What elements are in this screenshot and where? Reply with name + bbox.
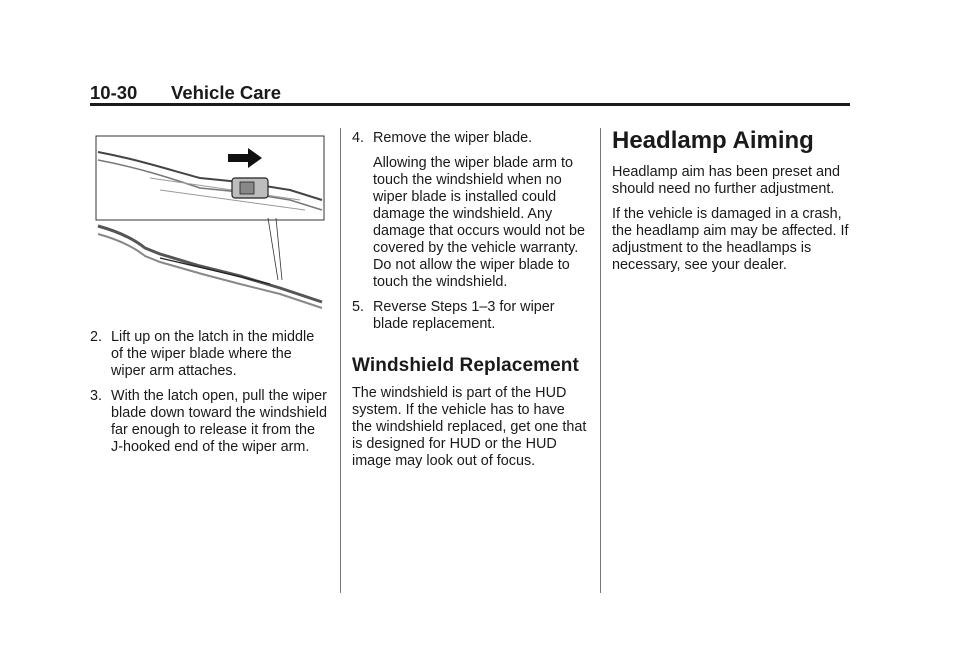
step-number: 4.	[352, 130, 365, 146]
step-text: With the latch open, pull the wiper blade down toward the windshield far enough to release it from the J-hooked end of the wiper arm.	[111, 388, 328, 455]
wiper-blade-removal-illustration	[90, 130, 330, 315]
windshield-replacement-heading: Windshield Replacement	[352, 355, 579, 376]
step-2	[90, 329, 330, 380]
latch-center	[240, 182, 254, 194]
wiper-blade-spine	[160, 258, 270, 284]
step-text: Reverse Steps 1–3 for wiper blade replacement.	[373, 299, 555, 332]
column-left	[90, 130, 330, 464]
column-right	[612, 127, 852, 282]
wiper-blade-illustration	[90, 130, 330, 315]
step-3	[90, 388, 330, 456]
wiper-arm	[98, 226, 322, 302]
step-number: 5.	[352, 299, 365, 315]
wiper-blade	[98, 234, 322, 308]
windshield-replacement-text: The windshield is part of the HUD system. If the vehicle has to have the windshield replaced, get one that is designed for HUD or the HUD image may look out of focus.	[352, 385, 587, 469]
column-divider	[340, 128, 341, 593]
headlamp-aiming-para-2: If the vehicle is damaged in a crash, the headlamp aim may be affected. If adjustment to the headlamps is necessary, see your dealer.	[612, 206, 849, 273]
step-text: Remove the wiper blade.	[373, 130, 533, 146]
step-text: Lift up on the latch in the middle of the wiper blade where the wiper arm attaches.	[111, 329, 315, 379]
page-number: 10-30	[90, 82, 138, 103]
column-divider	[600, 128, 601, 593]
section-title: Vehicle Care	[171, 82, 282, 103]
step-4-note: Allowing the wiper blade arm to touch the windshield when no wiper blade is installed could damage the windshield. Any damage that occurs would not be covered by the vehicle warranty. Do not allow the wiper blade to touch the windshield.	[373, 155, 585, 290]
headlamp-aiming-para-1: Headlamp aim has been preset and should need no further adjustment.	[612, 164, 840, 197]
step-4	[352, 130, 588, 147]
step-number: 3.	[90, 388, 103, 404]
column-middle	[352, 130, 588, 478]
header-rule	[90, 103, 850, 106]
step-5	[352, 299, 588, 333]
step-number: 2.	[90, 329, 103, 345]
headlamp-aiming-heading: Headlamp Aiming	[612, 127, 814, 154]
